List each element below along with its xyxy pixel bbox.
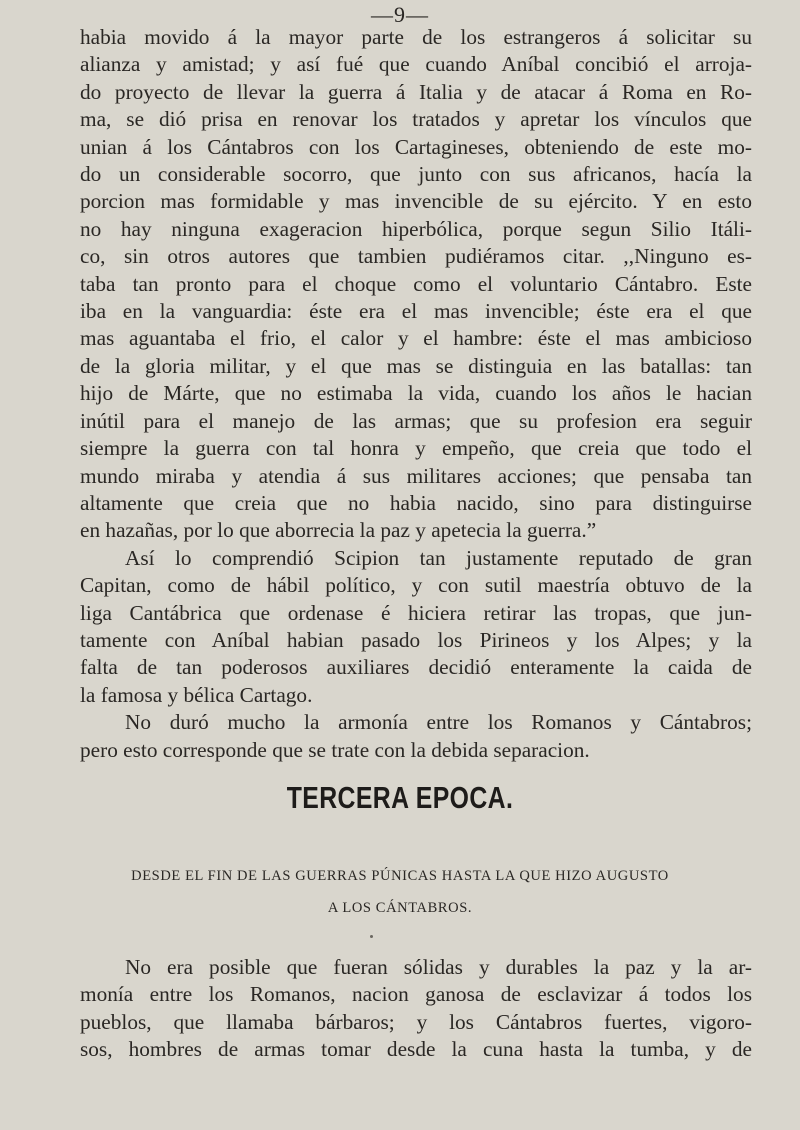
text-line: taba tan pronto para el choque como el voluntario Cántabro. Este <box>80 271 752 296</box>
text-line: co, sin otros autores que tambien pudiéramos citar. ,,Ninguno es- <box>80 244 752 269</box>
text-line: ma, se dió prisa en renovar los tratados y apretar los vínculos que <box>80 107 752 132</box>
section-subtitle: DESDE EL FIN DE LAS GUERRAS PÚNICAS HASTA LA QUE HIZO AUGUSTO <box>131 868 669 884</box>
text-line: alianza y amistad; y así fué que cuando Aníbal concibió el arroja- <box>80 52 752 77</box>
text-line: tamente con Aníbal habian pasado los Pirineos y los Alpes; y la <box>80 627 752 652</box>
text-line: altamente que creia que no habia nacido, sino para distinguirse <box>80 490 752 515</box>
text-line: siempre la guerra con tal honra y empeño, que creia que todo el <box>80 436 752 461</box>
text-line: en hazañas, por lo que aborrecia la paz y apetecia la guerra.” <box>80 518 597 543</box>
text-line: no hay ninguna exageracion hiperbólica, porque segun Silio Itáli- <box>80 216 752 241</box>
text-line: pueblos, que llamaba bárbaros; y los Cántabros fuertes, vigoro- <box>80 1009 752 1034</box>
page-number: —9— <box>371 2 429 27</box>
text-line: Capitan, como de hábil político, y con sutil maestría obtuvo de la <box>80 573 752 598</box>
body-text-bottom <box>80 954 752 1064</box>
text-line: liga Cantábrica que ordenase é hiciera retirar las tropas, que jun- <box>80 600 752 625</box>
text-line: inútil para el manejo de las armas; que su profesion era seguir <box>80 408 752 433</box>
text-line: unian á los Cántabros con los Cartagineses, obteniendo de este mo- <box>80 134 752 159</box>
text-line: monía entre los Romanos, nacion ganosa de esclavizar á todos los <box>80 982 752 1007</box>
text-line: la famosa y bélica Cartago. <box>80 682 313 707</box>
text-line: habia movido á la mayor parte de los estrangeros á solicitar su <box>80 25 752 49</box>
text-line: mas aguantaba el frio, el calor y el hambre: éste el mas ambicioso <box>80 326 752 351</box>
text-line: sos, hombres de armas tomar desde la cuna hasta la tumba, y de <box>80 1037 752 1062</box>
body-text-top <box>80 24 752 764</box>
text-line: iba en la vanguardia: éste era el mas invencible; éste era el que <box>80 299 752 324</box>
text-line: de la gloria militar, y el que mas se distinguia en las batallas: tan <box>80 353 752 378</box>
text-line: pero esto corresponde que se trate con la debida separacion. <box>80 737 590 762</box>
section-subtitle-continued: A LOS CÁNTABROS. <box>327 900 473 916</box>
text-line: mundo miraba y atendia á sus militares acciones; que pensaba tan <box>80 463 752 488</box>
text-line: porcion mas formidable y mas invencible de su ejército. Y en esto <box>80 189 752 214</box>
text-line: do proyecto de llevar la guerra á Italia y de atacar á Roma en Ro- <box>80 79 752 104</box>
text-line: Así lo comprendió Scipion tan justamente reputado de gran <box>125 545 752 570</box>
section-title: TERCERA EPOCA. <box>286 780 514 815</box>
text-line: No era posible que fueran sólidas y durables la paz y la ar- <box>125 955 752 979</box>
text-line: do un considerable socorro, que junto con sus africanos, hacía la <box>80 162 752 187</box>
text-line: hijo de Márte, que no estimaba la vida, cuando los años le hacian <box>80 381 752 406</box>
text-line: No duró mucho la armonía entre los Romanos y Cántabros; <box>125 710 752 735</box>
ink-speck <box>370 935 373 938</box>
text-line: falta de tan poderosos auxiliares decidió enteramente la caida de <box>80 655 752 680</box>
